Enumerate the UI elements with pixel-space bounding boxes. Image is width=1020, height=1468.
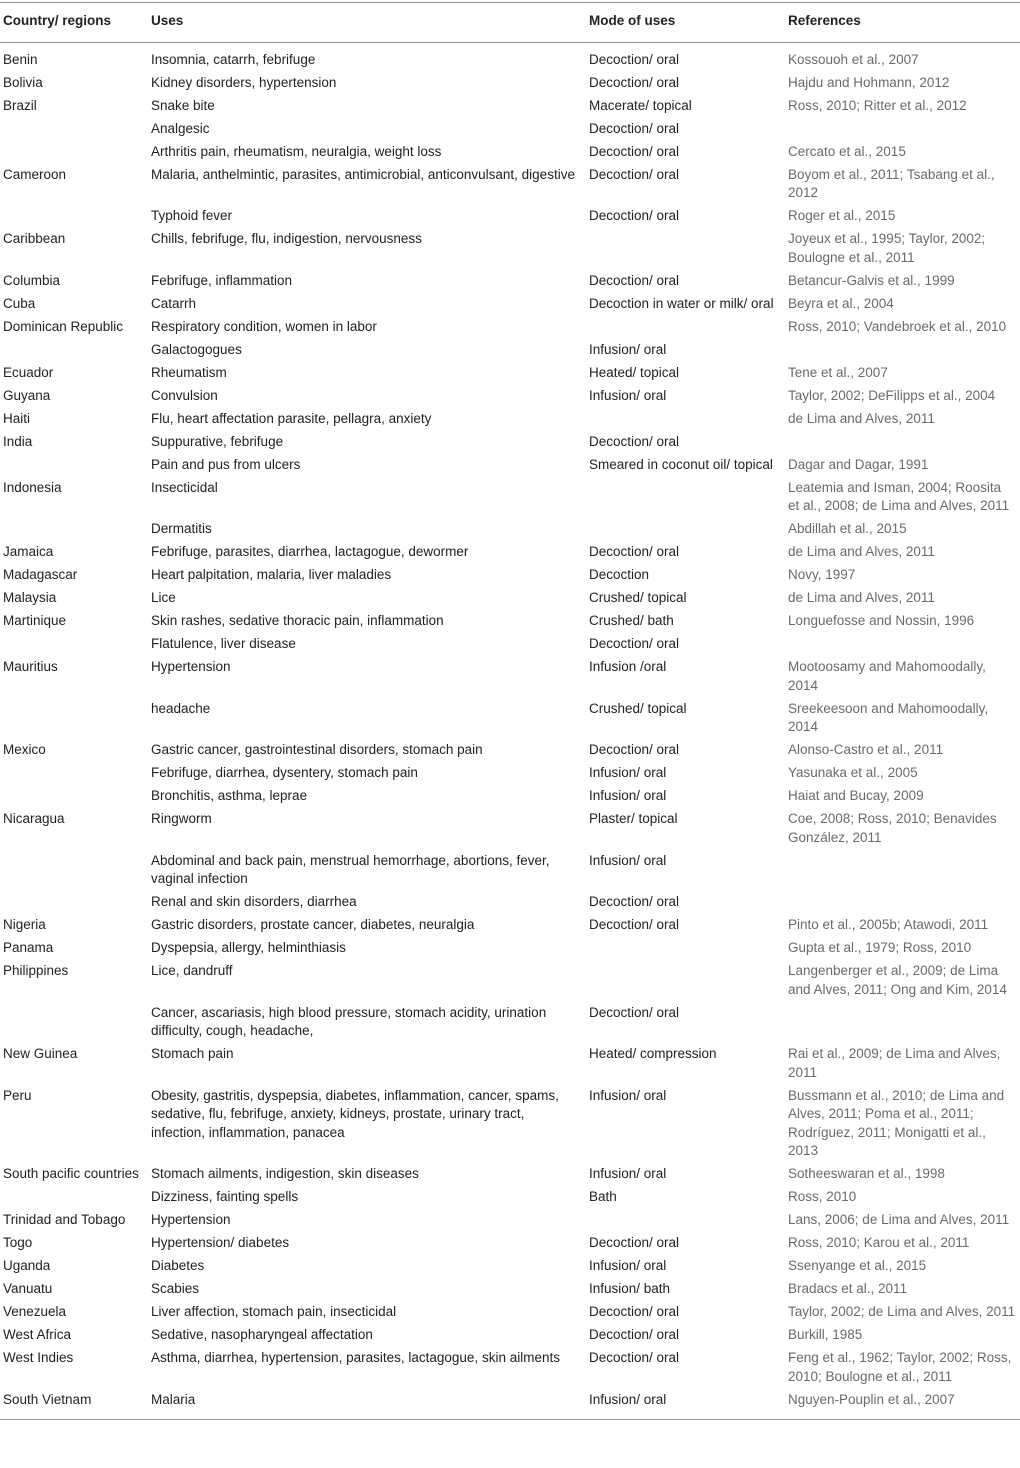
cell-country: Jamaica bbox=[3, 544, 54, 559]
cell-country: Togo bbox=[3, 1235, 33, 1250]
cell-reference bbox=[785, 633, 1020, 656]
table-row bbox=[0, 891, 1020, 914]
cell-country bbox=[0, 118, 148, 141]
cell-reference: Sotheeswaran et al., 1998 bbox=[788, 1166, 945, 1181]
cell-country: South pacific countries bbox=[3, 1166, 139, 1181]
table-row bbox=[0, 937, 1020, 960]
table-row bbox=[0, 1163, 1020, 1186]
cell-country: Panama bbox=[3, 940, 54, 955]
cell-uses: Lice bbox=[151, 590, 176, 605]
cell-uses: Dizziness, fainting spells bbox=[151, 1189, 299, 1204]
cell-reference: Pinto et al., 2005b; Atawodi, 2011 bbox=[788, 917, 989, 932]
table-row bbox=[0, 541, 1020, 564]
table-row bbox=[0, 454, 1020, 477]
table-row bbox=[0, 293, 1020, 316]
cell-mode: Decoction in water or milk/ oral bbox=[589, 295, 774, 311]
cell-reference: Cercato et al., 2015 bbox=[788, 143, 906, 159]
cell-uses: headache bbox=[151, 700, 211, 716]
cell-country bbox=[0, 1002, 148, 1044]
cell-reference: de Lima and Alves, 2011 bbox=[788, 410, 935, 426]
cell-uses: Arthritis pain, rheumatism, neuralgia, weight loss bbox=[151, 143, 442, 159]
cell-uses: Febrifuge, inflammation bbox=[151, 272, 293, 288]
cell-reference: Lans, 2006; de Lima and Alves, 2011 bbox=[788, 1212, 1010, 1227]
table-row bbox=[0, 785, 1020, 808]
cell-uses: Dyspepsia, allergy, helminthiasis bbox=[151, 940, 346, 955]
cell-uses: Abdominal and back pain, menstrual hemorrhage, abortions, fever, vaginal infection bbox=[151, 852, 550, 886]
cell-reference: Haiat and Bucay, 2009 bbox=[788, 788, 924, 803]
cell-reference: Taylor, 2002; de Lima and Alves, 2011 bbox=[788, 1304, 1016, 1319]
cell-country bbox=[0, 339, 148, 362]
cell-uses: Suppurative, febrifuge bbox=[151, 433, 284, 449]
cell-country: Mexico bbox=[3, 742, 46, 757]
cell-mode: Decoction/ oral bbox=[589, 1304, 680, 1319]
cell-mode: Infusion/ oral bbox=[589, 788, 667, 803]
cell-country: Martinique bbox=[3, 613, 67, 628]
cell-country: Guyana bbox=[3, 387, 51, 403]
cell-country: Dominican Republic bbox=[3, 318, 124, 334]
cell-uses: Sedative, nasopharyngeal affectation bbox=[151, 1327, 373, 1342]
table-row bbox=[0, 762, 1020, 785]
cell-mode: Infusion/ oral bbox=[589, 852, 667, 868]
table-row bbox=[0, 95, 1020, 118]
cell-reference: Hajdu and Hohmann, 2012 bbox=[788, 74, 950, 90]
table-row bbox=[0, 564, 1020, 587]
cell-country bbox=[0, 785, 148, 808]
cell-uses: Stomach pain bbox=[151, 1046, 234, 1061]
cell-reference: Ross, 2010 bbox=[788, 1189, 857, 1204]
table-row bbox=[0, 1002, 1020, 1044]
cell-mode bbox=[586, 960, 785, 1002]
table-row bbox=[0, 1043, 1020, 1085]
cell-mode: Decoction/ oral bbox=[589, 143, 680, 159]
cell-reference: Ross, 2010; Vandebroek et al., 2010 bbox=[788, 318, 1007, 334]
table-row bbox=[0, 42, 1020, 72]
table-row bbox=[0, 656, 1020, 698]
cell-uses: Scabies bbox=[151, 1281, 200, 1296]
table-row bbox=[0, 1209, 1020, 1232]
cell-country: Nigeria bbox=[3, 917, 46, 932]
cell-mode: Crushed/ topical bbox=[589, 700, 687, 716]
cell-uses: Flu, heart affectation parasite, pellagra, anxiety bbox=[151, 410, 432, 426]
cell-uses: Flatulence, liver disease bbox=[151, 636, 296, 651]
table-row bbox=[0, 339, 1020, 362]
cell-reference: Tene et al., 2007 bbox=[788, 364, 888, 380]
cell-uses: Lice, dandruff bbox=[151, 963, 233, 978]
cell-country bbox=[0, 141, 148, 164]
table-row bbox=[0, 205, 1020, 228]
cell-uses: Catarrh bbox=[151, 295, 197, 311]
cell-reference: Rai et al., 2009; de Lima and Alves, 2011 bbox=[788, 1046, 1001, 1080]
cell-reference: Coe, 2008; Ross, 2010; Benavides González, 2011 bbox=[788, 811, 997, 845]
cell-country: Bolivia bbox=[3, 74, 43, 90]
cell-reference: Taylor, 2002; DeFilipps et al., 2004 bbox=[788, 387, 996, 403]
cell-reference: Bradacs et al., 2011 bbox=[788, 1281, 908, 1296]
table-row bbox=[0, 1278, 1020, 1301]
cell-reference: Leatemia and Isman, 2004; Roosita et al., 2008; de Lima and Alves, 2011 bbox=[788, 479, 1010, 513]
cell-mode: Heated/ topical bbox=[589, 364, 680, 380]
cell-reference: Sreekeesoon and Mahomoodally, 2014 bbox=[788, 700, 989, 734]
cell-uses: Obesity, gastritis, dyspepsia, diabetes, inflammation, cancer, spams, sedative, flu, febrifuge, anxiety, kidneys, prostate, urinary tract, infection, inflammation, panacea bbox=[151, 1087, 559, 1140]
cell-mode: Decoction bbox=[589, 567, 650, 582]
table-row bbox=[0, 587, 1020, 610]
cell-mode: Decoction/ oral bbox=[589, 544, 680, 559]
cell-reference: Boyom et al., 2011; Tsabang et al., 2012 bbox=[788, 166, 995, 200]
cell-country: Philippines bbox=[3, 963, 69, 978]
table-row bbox=[0, 739, 1020, 762]
cell-reference: Langenberger et al., 2009; de Lima and Alves, 2011; Ong and Kim, 2014 bbox=[788, 963, 1007, 997]
header-row bbox=[0, 3, 1020, 43]
cell-mode: Infusion/ oral bbox=[589, 1087, 667, 1103]
cell-mode: Decoction/ oral bbox=[589, 272, 680, 288]
table-row bbox=[0, 1085, 1020, 1164]
cell-uses: Malaria bbox=[148, 1389, 586, 1420]
table-row bbox=[0, 808, 1020, 850]
cell-country: Brazil bbox=[3, 97, 37, 113]
cell-uses: Kidney disorders, hypertension bbox=[151, 74, 337, 90]
cell-reference bbox=[785, 850, 1020, 892]
ethnomedicinal-uses-table bbox=[0, 2, 1020, 1420]
cell-uses: Febrifuge, parasites, diarrhea, lactagogue, dewormer bbox=[151, 544, 469, 559]
cell-mode: Infusion /oral bbox=[589, 659, 667, 674]
cell-reference: Nguyen-Pouplin et al., 2007 bbox=[785, 1389, 1020, 1420]
cell-uses: Respiratory condition, women in labor bbox=[151, 318, 377, 334]
cell-country: Cameroon bbox=[3, 166, 67, 182]
cell-mode: Decoction/ oral bbox=[589, 894, 680, 909]
cell-uses: Cancer, ascariasis, high blood pressure, stomach acidity, urination difficulty, cough, headache, bbox=[151, 1004, 547, 1038]
cell-uses: Galactogogues bbox=[151, 341, 242, 357]
cell-uses: Dermatitis bbox=[151, 521, 212, 536]
table-row bbox=[0, 960, 1020, 1002]
cell-uses: Gastric cancer, gastrointestinal disorders, stomach pain bbox=[151, 742, 483, 757]
cell-uses: Chills, febrifuge, flu, indigestion, nervousness bbox=[151, 231, 422, 246]
table-row bbox=[0, 1186, 1020, 1209]
table-row bbox=[0, 118, 1020, 141]
cell-reference bbox=[785, 118, 1020, 141]
table-row bbox=[0, 141, 1020, 164]
cell-reference: Longuefosse and Nossin, 1996 bbox=[788, 613, 975, 628]
cell-mode: Infusion/ bath bbox=[589, 1281, 671, 1296]
cell-uses: Hypertension/ diabetes bbox=[151, 1235, 290, 1250]
table-header bbox=[0, 3, 1020, 43]
cell-uses: Pain and pus from ulcers bbox=[151, 456, 301, 472]
cell-uses: Analgesic bbox=[151, 120, 210, 136]
cell-mode: Decoction/ oral bbox=[589, 636, 680, 651]
table-body bbox=[0, 42, 1020, 1420]
cell-country bbox=[0, 454, 148, 477]
cell-reference: Kossouoh et al., 2007 bbox=[788, 51, 919, 67]
cell-reference: Alonso-Castro et al., 2011 bbox=[788, 742, 944, 757]
cell-reference: Novy, 1997 bbox=[788, 567, 856, 582]
table-row bbox=[0, 270, 1020, 293]
cell-mode: Decoction/ oral bbox=[589, 51, 680, 67]
cell-mode: Crushed/ topical bbox=[589, 590, 687, 605]
cell-reference: Abdillah et al., 2015 bbox=[788, 521, 907, 536]
table-row bbox=[0, 1232, 1020, 1255]
cell-country: New Guinea bbox=[3, 1046, 78, 1061]
cell-uses: Heart palpitation, malaria, liver maladies bbox=[151, 567, 392, 582]
cell-country: West Africa bbox=[3, 1327, 72, 1342]
cell-country bbox=[0, 205, 148, 228]
cell-reference: Dagar and Dagar, 1991 bbox=[788, 456, 929, 472]
table-row bbox=[0, 72, 1020, 95]
cell-reference: Beyra et al., 2004 bbox=[788, 295, 894, 311]
header-mode: Mode of uses bbox=[586, 3, 785, 43]
cell-country: Ecuador bbox=[3, 364, 54, 380]
cell-reference: Ross, 2010; Ritter et al., 2012 bbox=[788, 97, 967, 113]
cell-uses: Stomach ailments, indigestion, skin diseases bbox=[151, 1166, 419, 1181]
cell-uses: Liver affection, stomach pain, insecticidal bbox=[151, 1304, 397, 1319]
cell-reference bbox=[785, 1002, 1020, 1044]
cell-country: Trinidad and Tobago bbox=[3, 1212, 126, 1227]
cell-uses: Gastric disorders, prostate cancer, diabetes, neuralgia bbox=[151, 917, 475, 932]
table-row bbox=[0, 228, 1020, 270]
table-row bbox=[0, 385, 1020, 408]
table-row bbox=[0, 316, 1020, 339]
cell-mode: Decoction/ oral bbox=[589, 433, 680, 449]
cell-reference: Ross, 2010; Karou et al., 2011 bbox=[788, 1235, 970, 1250]
cell-uses: Diabetes bbox=[151, 1258, 205, 1273]
cell-reference: Feng et al., 1962; Taylor, 2002; Ross, 2010; Boulogne et al., 2011 bbox=[788, 1350, 1012, 1384]
cell-country bbox=[0, 633, 148, 656]
cell-mode: Decoction/ oral bbox=[589, 917, 680, 932]
cell-mode: Infusion/ oral bbox=[589, 1258, 667, 1273]
cell-reference: Roger et al., 2015 bbox=[788, 208, 896, 223]
cell-country: Nicaragua bbox=[3, 811, 65, 826]
cell-mode bbox=[586, 1209, 785, 1232]
cell-uses: Malaria, anthelmintic, parasites, antimicrobial, anticonvulsant, digestive bbox=[151, 166, 575, 182]
cell-country bbox=[0, 1186, 148, 1209]
cell-mode: Decoction/ oral bbox=[589, 1327, 680, 1342]
cell-mode: Decoction/ oral bbox=[589, 742, 680, 757]
cell-country: Venezuela bbox=[3, 1304, 67, 1319]
cell-reference: Yasunaka et al., 2005 bbox=[788, 765, 918, 780]
cell-country bbox=[0, 762, 148, 785]
table-row bbox=[0, 698, 1020, 740]
cell-country: Benin bbox=[3, 51, 38, 67]
cell-country: Cuba bbox=[3, 295, 36, 311]
cell-reference: de Lima and Alves, 2011 bbox=[788, 590, 935, 605]
cell-mode bbox=[586, 316, 785, 339]
table-row bbox=[0, 1324, 1020, 1347]
cell-mode: Crushed/ bath bbox=[589, 613, 674, 628]
cell-uses: Ringworm bbox=[151, 811, 212, 826]
cell-mode: Decoction/ oral bbox=[589, 120, 680, 136]
cell-reference: Bussmann et al., 2010; de Lima and Alves, 2011; Poma et al., 2011; Rodríguez, 2011; Monigatti et al., 2013 bbox=[788, 1087, 1005, 1158]
cell-mode bbox=[586, 408, 785, 431]
cell-country bbox=[0, 891, 148, 914]
cell-mode: Decoction/ oral bbox=[589, 208, 680, 223]
cell-uses: Bronchitis, asthma, leprae bbox=[151, 788, 308, 803]
table-row bbox=[0, 518, 1020, 541]
table-row bbox=[0, 1347, 1020, 1389]
cell-mode: Infusion/ oral bbox=[589, 341, 667, 357]
cell-uses: Asthma, diarrhea, hypertension, parasites, lactagogue, skin ailments bbox=[151, 1350, 560, 1365]
cell-country: South Vietnam bbox=[0, 1389, 148, 1420]
table-row bbox=[0, 850, 1020, 892]
cell-country: Madagascar bbox=[3, 567, 78, 582]
cell-reference: Burkill, 1985 bbox=[788, 1327, 863, 1342]
cell-reference: Joyeux et al., 1995; Taylor, 2002; Boulogne et al., 2011 bbox=[788, 231, 986, 265]
cell-mode: Heated/ compression bbox=[589, 1046, 717, 1061]
cell-country: Uganda bbox=[3, 1258, 51, 1273]
table-row bbox=[0, 1255, 1020, 1278]
cell-reference bbox=[785, 339, 1020, 362]
table-row bbox=[0, 431, 1020, 454]
cell-uses: Skin rashes, sedative thoracic pain, inflammation bbox=[151, 613, 444, 628]
cell-mode: Decoction/ oral bbox=[589, 1235, 680, 1250]
cell-country: Peru bbox=[3, 1087, 32, 1103]
cell-uses: Febrifuge, diarrhea, dysentery, stomach pain bbox=[151, 765, 418, 780]
cell-country: Vanuatu bbox=[3, 1281, 53, 1296]
table-row bbox=[0, 1389, 1020, 1420]
cell-country: Caribbean bbox=[3, 231, 66, 246]
cell-reference bbox=[785, 431, 1020, 454]
table-row bbox=[0, 1301, 1020, 1324]
cell-uses: Rheumatism bbox=[151, 364, 227, 380]
cell-mode: Macerate/ topical bbox=[589, 97, 692, 113]
table-row bbox=[0, 477, 1020, 519]
table-row bbox=[0, 914, 1020, 937]
cell-country: Haiti bbox=[3, 410, 31, 426]
cell-country: West Indies bbox=[3, 1350, 74, 1365]
cell-country: Indonesia bbox=[3, 479, 62, 495]
cell-mode: Decoction/ oral bbox=[589, 1004, 680, 1020]
cell-country bbox=[0, 698, 148, 740]
cell-uses: Typhoid fever bbox=[151, 208, 233, 223]
cell-uses: Renal and skin disorders, diarrhea bbox=[151, 894, 357, 909]
cell-uses: Insomnia, catarrh, febrifuge bbox=[151, 51, 316, 67]
cell-mode: Bath bbox=[589, 1189, 617, 1204]
cell-mode bbox=[586, 477, 785, 519]
header-references: References bbox=[785, 3, 1020, 43]
cell-reference: Mootoosamy and Mahomoodally, 2014 bbox=[788, 659, 986, 693]
table-row bbox=[0, 362, 1020, 385]
cell-mode bbox=[586, 937, 785, 960]
table-row bbox=[0, 633, 1020, 656]
cell-country: Columbia bbox=[3, 272, 61, 288]
cell-country: Malaysia bbox=[3, 590, 57, 605]
table-row bbox=[0, 164, 1020, 206]
cell-reference: Ssenyange et al., 2015 bbox=[788, 1258, 927, 1273]
cell-mode: Infusion/ oral bbox=[589, 387, 667, 403]
cell-uses: Convulsion bbox=[151, 387, 218, 403]
header-uses: Uses bbox=[148, 3, 586, 43]
cell-mode: Decoction/ oral bbox=[589, 74, 680, 90]
cell-mode: Smeared in coconut oil/ topical bbox=[589, 456, 773, 472]
cell-mode: Infusion/ oral bbox=[586, 1389, 785, 1420]
cell-mode: Decoction/ oral bbox=[589, 166, 680, 182]
cell-uses: Hypertension bbox=[151, 1212, 231, 1227]
cell-mode: Plaster/ topical bbox=[589, 811, 678, 826]
cell-reference: Betancur-Galvis et al., 1999 bbox=[788, 272, 955, 288]
cell-uses: Insecticidal bbox=[151, 479, 218, 495]
table-row bbox=[0, 408, 1020, 431]
cell-mode: Infusion/ oral bbox=[589, 1166, 667, 1181]
cell-uses: Hypertension bbox=[151, 659, 231, 674]
cell-country bbox=[0, 518, 148, 541]
cell-uses: Snake bite bbox=[151, 97, 215, 113]
cell-country: India bbox=[3, 433, 33, 449]
table-row bbox=[0, 610, 1020, 633]
cell-mode bbox=[586, 228, 785, 270]
cell-country bbox=[0, 850, 148, 892]
cell-mode bbox=[586, 518, 785, 541]
cell-reference bbox=[785, 891, 1020, 914]
cell-country: Mauritius bbox=[3, 659, 58, 674]
cell-reference: Gupta et al., 1979; Ross, 2010 bbox=[788, 940, 972, 955]
cell-mode: Decoction/ oral bbox=[589, 1350, 680, 1365]
cell-mode: Infusion/ oral bbox=[589, 765, 667, 780]
cell-reference: de Lima and Alves, 2011 bbox=[788, 544, 935, 559]
header-country: Country/ regions bbox=[0, 3, 148, 43]
